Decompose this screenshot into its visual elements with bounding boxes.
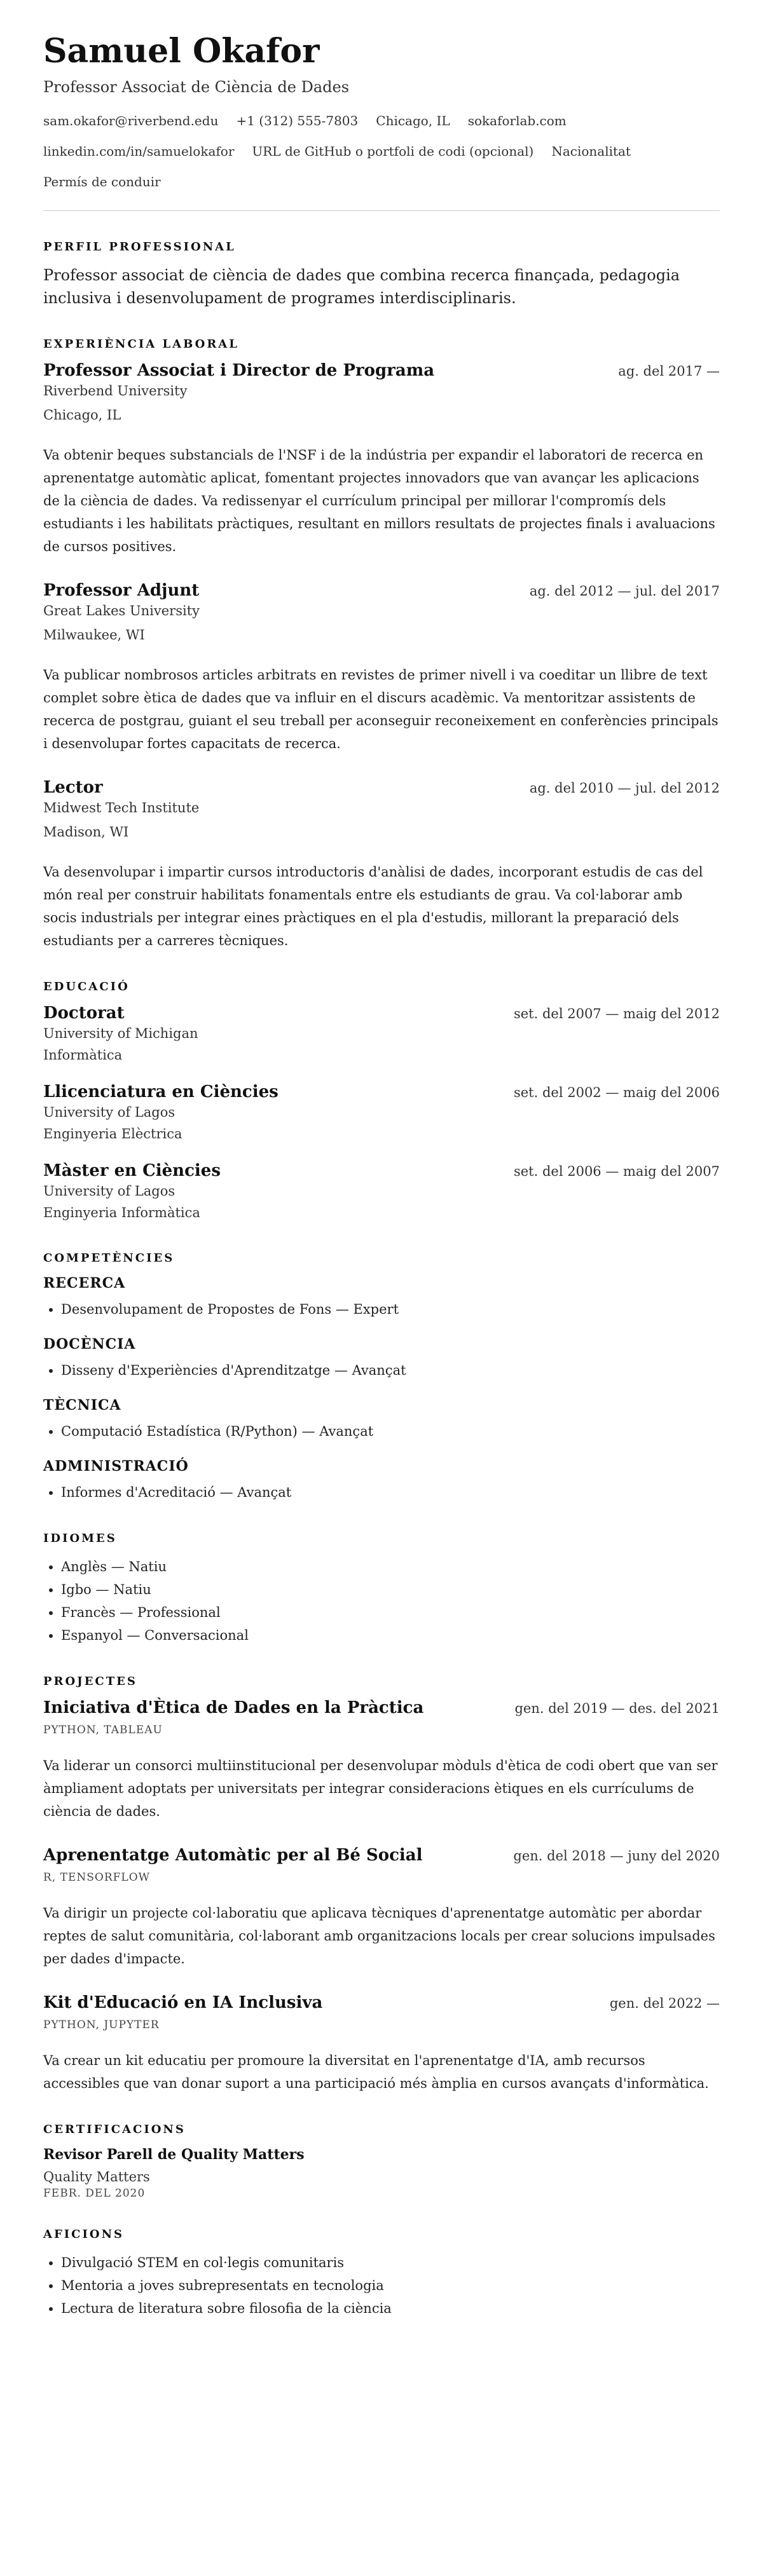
study-field: Enginyeria Informàtica: [43, 1205, 200, 1221]
skill-item: • Desenvolupament de Propostes de Fons — Expert: [61, 1298, 720, 1321]
skill-item: • Informes d'Acreditació — Avançat: [61, 1481, 720, 1504]
certification-name: Revisor Parell de Quality Matters: [43, 2146, 305, 2164]
project-tech: R, TENSORFLOW: [43, 1871, 151, 1884]
candidate-name: Samuel Okafor: [43, 32, 320, 71]
project-dates: gen. del 2018 — juny del 2020: [513, 1848, 720, 1864]
project-description: Va liderar un consorci multiinstitucional per desenvolupar mòduls d'ètica de codi obert que van ser àmpliament adoptats per universitats per integrar consideracions ètiques en els currículums de ciència de dades.: [43, 1758, 718, 1820]
skill-category: DOCÈNCIA: [43, 1336, 136, 1353]
language-item: • Igbo — Natiu: [61, 1578, 720, 1601]
skill-item: • Disseny d'Experiències d'Aprenditzatge — Avançat: [61, 1359, 720, 1382]
section-title: EDUCACIÓ: [43, 980, 130, 994]
project-name: Kit d'Educació en IA Inclusiva: [43, 1993, 323, 2013]
section-title: CERTIFICACIONS: [43, 2123, 186, 2137]
projects-section: [43, 1675, 720, 2095]
certification-issuer: Quality Matters: [43, 2169, 150, 2185]
skill-category: TÈCNICA: [43, 1397, 121, 1414]
study-field: Informàtica: [43, 1047, 123, 1063]
skills-section: [43, 1251, 720, 1504]
education-section: [43, 980, 720, 1223]
languages-section: [43, 1532, 720, 1647]
education-entry: [43, 1082, 720, 1145]
project-tech: PYTHON, JUPYTER: [43, 2019, 160, 2032]
interest-item: • Divulgació STEM en col·legis comunitaris: [61, 2251, 720, 2274]
skill-group: [43, 1336, 720, 1382]
contact-location: Chicago, IL: [376, 113, 450, 129]
project-name: Iniciativa d'Ètica de Dades en la Pràctica: [43, 1698, 424, 1718]
skill-group: [43, 1397, 720, 1443]
contact-nationality: Nacionalitat: [551, 144, 631, 160]
project-dates: gen. del 2022 —: [609, 1996, 720, 2012]
contact-phone: +1 (312) 555-7803: [236, 113, 359, 129]
job-title: Lector: [43, 778, 103, 798]
job-title: Professor Associat i Director de Programa: [43, 361, 435, 381]
job-description: Va obtenir beques substancials de l'NSF i de la indústria per expandir el laboratori de recerca en aprenentatge automàtic aplicat, fomentant projectes innovadors que van avançar les aplicacions de la ciència de dades. Va redissenyar el currículum principal per millorar l'compromís dels estudiants i les habilitats pràctiques, resultant en millors resultats de projectes finals i avaluacions de cursos positives.: [43, 447, 715, 555]
contact-driving-license: Permís de conduir: [43, 174, 161, 190]
interest-item: • Lectura de literatura sobre filosofia de la ciència: [61, 2297, 720, 2320]
skill-item: • Computació Estadística (R/Python) — Avançat: [61, 1420, 720, 1443]
section-title: PROJECTES: [43, 1675, 137, 1689]
skill-group: [43, 1458, 720, 1504]
contact-info: [43, 110, 720, 193]
language-item: • Francès — Professional: [61, 1601, 720, 1624]
job-dates: ag. del 2017 —: [618, 364, 720, 379]
experience-section: [43, 337, 720, 952]
experience-entry: [43, 581, 720, 755]
degree-dates: set. del 2002 — maig del 2006: [513, 1085, 720, 1101]
contact-linkedin: linkedin.com/in/samuelokafor: [43, 144, 235, 160]
interest-item: • Mentoria a joves subrepresentats en tecnologia: [61, 2274, 720, 2297]
project-name: Aprenentatge Automàtic per al Bé Social: [43, 1846, 423, 1865]
project-entry: [43, 1846, 720, 1970]
degree-dates: set. del 2007 — maig del 2012: [513, 1006, 720, 1022]
section-title: EXPERIÈNCIA LABORAL: [43, 337, 239, 351]
job-location: Chicago, IL: [43, 407, 121, 423]
experience-entry: [43, 778, 720, 952]
candidate-headline: Professor Associat de Ciència de Dades: [43, 78, 350, 97]
job-organization: Great Lakes University: [43, 603, 200, 619]
school-name: University of Michigan: [43, 1026, 198, 1042]
header-divider: [43, 210, 720, 211]
certification-date: FEBR. DEL 2020: [43, 2187, 146, 2200]
study-field: Enginyeria Elèctrica: [43, 1126, 182, 1142]
job-description: Va publicar nombrosos articles arbitrats en revistes de primer nivell i va coeditar un llibre de text complet sobre ètica de dades que va influir en el discurs acadèmic. Va mentoritzar assistents de recerca de postgrau, guiant el seu treball per aconseguir reconeixement en conferències principals i desenvolupar fortes capacitats de recerca.: [43, 667, 718, 752]
skill-group: [43, 1275, 720, 1321]
interests-section: [43, 2228, 720, 2320]
language-item: • Espanyol — Conversacional: [61, 1624, 720, 1647]
project-entry: [43, 1698, 720, 1823]
section-title: PERFIL PROFESSIONAL: [43, 240, 236, 254]
job-dates: ag. del 2010 — jul. del 2012: [529, 780, 720, 796]
job-organization: Midwest Tech Institute: [43, 800, 200, 816]
skill-category: RECERCA: [43, 1275, 126, 1292]
project-dates: gen. del 2019 — des. del 2021: [514, 1701, 720, 1717]
project-description: Va crear un kit educatiu per promoure la diversitat en l'aprenentatge d'IA, amb recursos accessibles que van donar suport a una participació més àmplia en cursos avançats d'informàtica.: [43, 2053, 709, 2092]
project-entry: [43, 1993, 720, 2095]
skill-category: ADMINISTRACIÓ: [43, 1458, 189, 1475]
job-location: Milwaukee, WI: [43, 627, 145, 643]
contact-website: sokaforlab.com: [467, 113, 567, 129]
job-title: Professor Adjunt: [43, 581, 200, 601]
degree-dates: set. del 2006 — maig del 2007: [513, 1164, 720, 1180]
profile-section: [43, 240, 720, 310]
school-name: University of Lagos: [43, 1105, 175, 1121]
degree-title: Màster en Ciències: [43, 1161, 221, 1181]
education-entry: [43, 1004, 720, 1066]
section-title: AFICIONS: [43, 2228, 125, 2242]
profile-summary: Professor associat de ciència de dades que combina recerca finançada, pedagogia inclusiva i desenvolupament de programes interdisciplinaris.: [43, 266, 680, 308]
job-location: Madison, WI: [43, 824, 129, 840]
degree-title: Llicenciatura en Ciències: [43, 1082, 278, 1102]
degree-title: Doctorat: [43, 1004, 125, 1023]
job-dates: ag. del 2012 — jul. del 2017: [529, 583, 720, 599]
job-description: Va desenvolupar i impartir cursos introductoris d'anàlisi de dades, incorporant estudis de cas del món real per construir habilitats fonamentals entre els estudiants de grau. Va col·laborar amb socis industrials per integrar eines pràctiques en el pla d'estudis, millorant la preparació dels estudiants per a carreres tècniques.: [43, 864, 703, 949]
section-title: IDIOMES: [43, 1532, 117, 1546]
education-entry: [43, 1161, 720, 1223]
project-tech: PYTHON, TABLEAU: [43, 1724, 163, 1737]
language-item: • Anglès — Natiu: [61, 1555, 720, 1578]
job-organization: Riverbend University: [43, 383, 188, 399]
project-description: Va dirigir un projecte col·laboratiu que aplicava tècniques d'aprenentatge automàtic per abordar reptes de salut comunitària, col·laborant amb organitzacions locals per crear solucions impulsades per dades d'impacte.: [43, 1905, 715, 1967]
school-name: University of Lagos: [43, 1183, 175, 1199]
certifications-section: [43, 2123, 720, 2200]
contact-github: URL de GitHub o portfoli de codi (opcional): [252, 144, 534, 160]
experience-entry: [43, 361, 720, 558]
section-title: COMPETÈNCIES: [43, 1251, 175, 1265]
contact-email: sam.okafor@riverbend.edu: [43, 113, 219, 129]
